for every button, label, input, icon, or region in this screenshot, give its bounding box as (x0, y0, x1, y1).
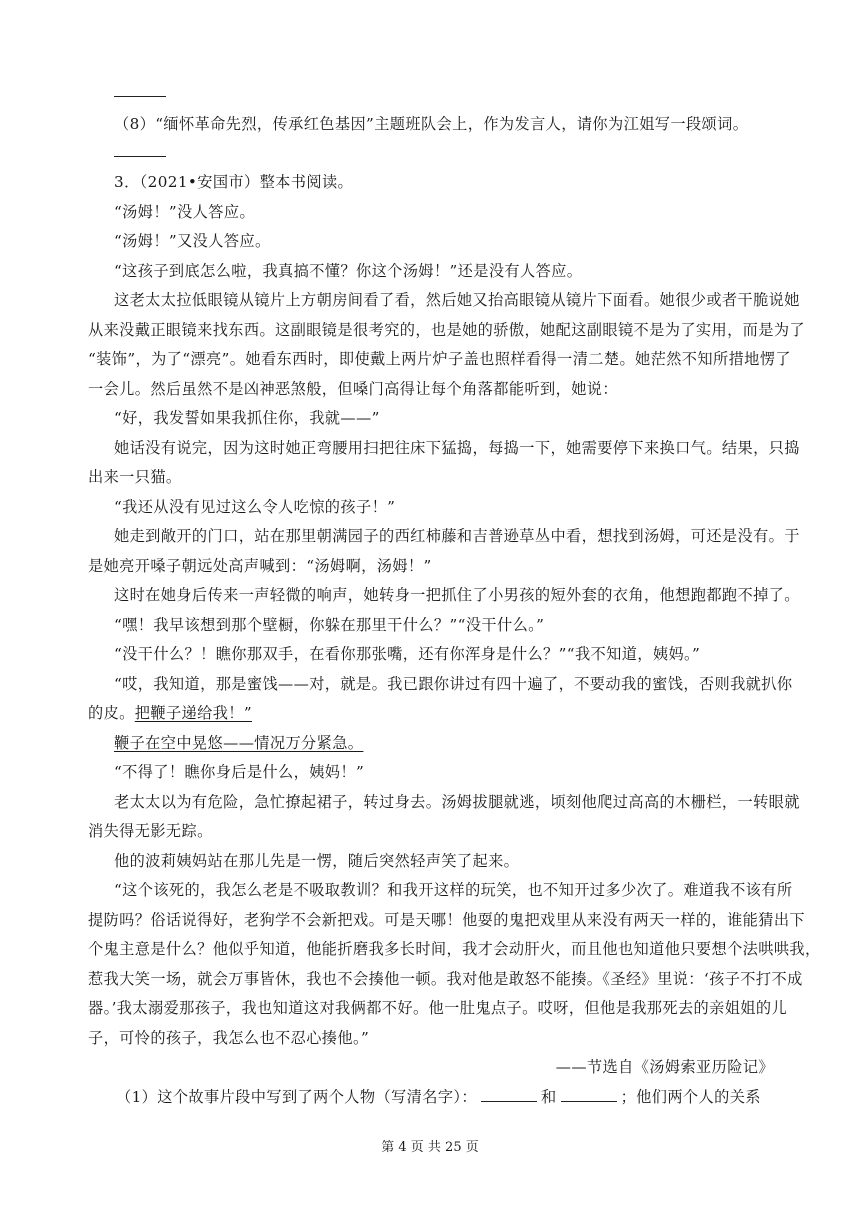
underlined-text: 把鞭子递给我！” (134, 704, 253, 722)
question-8: （8）“缅怀革命先烈，传承红色基因”主题班队会上，作为发言人，请你为江姐写一段颂词。 (114, 115, 749, 133)
and-text: 和 (540, 1088, 557, 1106)
paragraph: 这时在她身后传来一声轻微的响声，她转身一把抓住了小男孩的短外套的衣角，他想跑都跑不掉了。 (114, 586, 800, 604)
paragraph: “不得了！瞧你身后是什么，姨妈！” (114, 763, 365, 781)
question-text: （1）这个故事片段中写到了两个人物（写清名字）： (116, 1088, 477, 1106)
paragraph: 从来没戴正眼镜来找东西。这副眼镜是很考究的，也是她的骄傲，她配这副眼镜不是为了实用，而是为了 (88, 321, 806, 339)
question-1 (116, 1087, 780, 1107)
source-attribution: ——节选自《汤姆索亚历险记》 (555, 1058, 774, 1076)
paragraph: 惹我大笑一场，就会万事皆休，我也不会揍他一顿。我对他是敢怒不能揍。《圣经》里说：‘孩子不打不成 (88, 970, 803, 988)
paragraph: “好，我发誓如果我抓住你，我就——” (114, 409, 380, 427)
page-footer: 第 4 页 共 25 页 (381, 1140, 479, 1155)
paragraph: “装饰”，为了“漂亮”。她看东西时，即使戴上两片炉子盖也照样看得一清二楚。她茫然不知所措地愣了 (88, 350, 791, 368)
paragraph: 他的波莉姨妈站在那儿先是一愣，随后突然轻声笑了起来。 (114, 852, 520, 870)
paragraph: 提防吗？俗话说得好，老狗学不会新把戏。可是天哪！他耍的鬼把戏里从来没有两天一样的，谁能猜出下 (88, 911, 806, 929)
paragraph (88, 703, 778, 723)
paragraph: 老太太以为有危险，急忙撩起裙子，转过身去。汤姆拔腿就逃，顷刻他爬过高高的木栅栏，一转眼就 (114, 793, 800, 811)
paragraph: “这个该死的，我怎么老是不吸取教训？和我开这样的玩笑，也不知开过多少次了。难道我不该有所 (114, 881, 793, 899)
answer-blank (114, 96, 166, 97)
paragraph: 出来一只猫。 (88, 468, 182, 486)
paragraph: 器。’我太溺爱那孩子，我也知道这对我俩都不好。他一肚鬼点子。哎呀，但他是我那死去的亲姐姐的儿 (88, 999, 788, 1017)
plain-text: 的皮。 (88, 704, 135, 722)
question-3-heading: 3．（2021•安国市）整本书阅读。 (114, 173, 354, 191)
paragraph: 她话没有说完，因为这时她正弯腰用扫把往床下猛捣，每捣一下，她需要停下来换口气。结果，只捣 (114, 439, 800, 457)
paragraph: 子，可怜的孩子，我怎么也不忍心揍他。” (88, 1029, 370, 1047)
name-blank-2[interactable] (561, 1087, 617, 1102)
paragraph: 个鬼主意是什么？他似乎知道，他能折磨我多长时间，我才会动肝火，而且他也知道他只要想个法哄哄我， (88, 940, 821, 958)
paragraph: “没干什么？！瞧你那双手，在看你那张嘴，还有你浑身是什么？”“我不知道，姨妈。” (114, 645, 701, 663)
paragraph: “哎，我知道，那是蜜饯——对，就是。我已跟你讲过有四十遍了，不要动我的蜜饯，否则我就扒你 (114, 675, 793, 693)
paragraph: 是她亮开嗓子朝远处高声喊到：“汤姆啊，汤姆！” (88, 557, 432, 575)
name-blank-1[interactable] (481, 1087, 537, 1102)
paragraph: 这老太太拉低眼镜从镜片上方朝房间看了看，然后她又抬高眼镜从镜片下面看。她很少或者干脆说她 (114, 291, 800, 309)
question-text-2: ；他们两个人的关系 (620, 1088, 761, 1106)
answer-blank (114, 156, 166, 157)
paragraph: “这孩子到底怎么啦，我真搞不懂？你这个汤姆！”还是没有人答应。 (114, 262, 583, 280)
paragraph: “我还从没有见过这么令人吃惊的孩子！” (114, 498, 396, 516)
paragraph: 她走到敞开的门口，站在那里朝满园子的西红柿藤和吉普逊草丛中看，想找到汤姆，可还是没有。于 (114, 527, 800, 545)
paragraph: 消失得无影无踪。 (88, 822, 213, 840)
paragraph: “汤姆！”又没人答应。 (114, 232, 271, 250)
underlined-sentence: 鞭子在空中晃悠——情况万分紧急。 (114, 734, 364, 752)
paragraph: 一会儿。然后虽然不是凶神恶煞般，但嗓门高得让每个角落都能听到，她说： (88, 380, 618, 398)
paragraph: “汤姆！”没人答应。 (114, 203, 256, 221)
paragraph: “嘿！我早该想到那个壁橱，你躲在那里干什么？”“没干什么。” (114, 616, 545, 634)
